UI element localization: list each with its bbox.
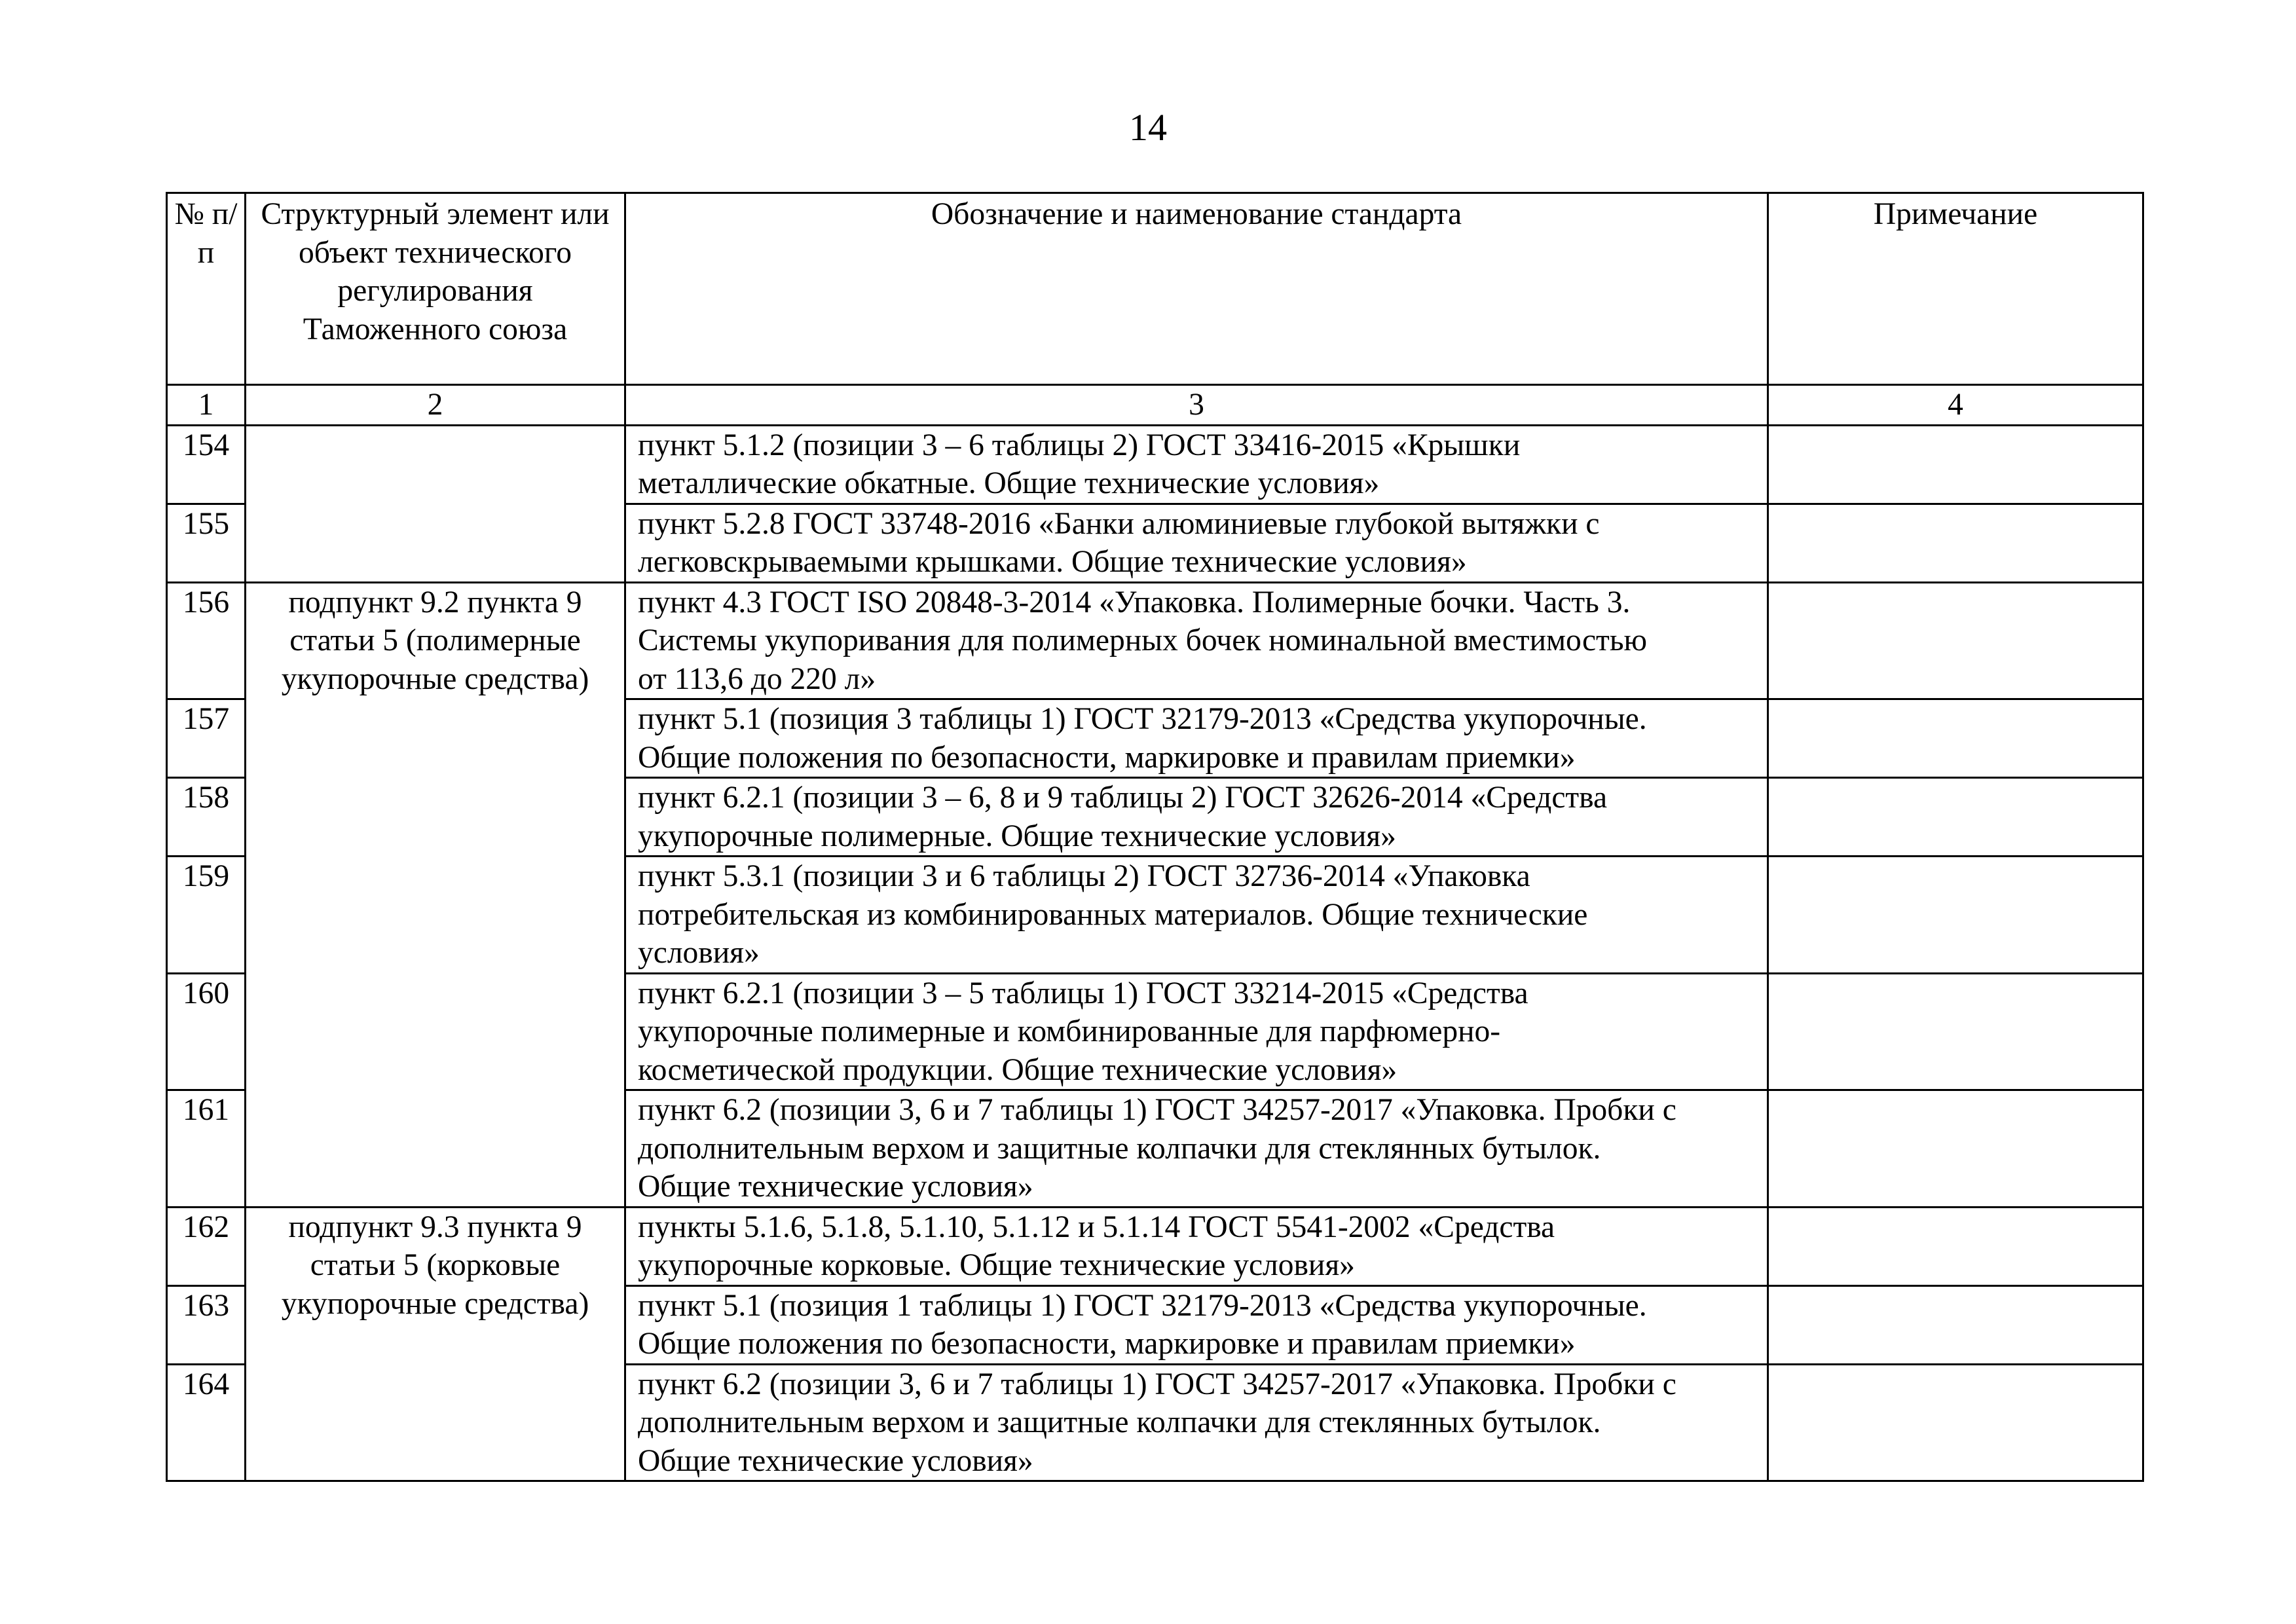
note-cell bbox=[1768, 504, 2143, 582]
standard-text-line: Общие технические условия» bbox=[638, 1170, 1033, 1204]
row-number: 156 bbox=[167, 582, 246, 699]
standard-text-line: металлические обкатные. Общие технические условия» bbox=[638, 466, 1380, 500]
standard-text-line: пункт 4.3 ГОСТ ISO 20848-3-2014 «Упаковка. Полимерные бочки. Часть 3. bbox=[638, 585, 1631, 619]
standard-text-line: пункт 5.3.1 (позиции 3 и 6 таблицы 2) ГОСТ 32736-2014 «Упаковка bbox=[638, 859, 1530, 893]
standard-designation bbox=[625, 973, 1768, 1090]
standard-text-line: укупорочные полимерные и комбинированные для парфюмерно- bbox=[638, 1014, 1501, 1048]
standard-designation bbox=[625, 699, 1768, 778]
standard-text-line: дополнительным верхом и защитные колпачки для стеклянных бутылок. bbox=[638, 1131, 1601, 1166]
note-cell bbox=[1768, 857, 2143, 974]
standard-text-line: укупорочные корковые. Общие технические условия» bbox=[638, 1248, 1355, 1282]
table-row bbox=[167, 425, 2143, 504]
column-number: 3 bbox=[625, 385, 1768, 426]
standard-text-line: пункты 5.1.6, 5.1.8, 5.1.10, 5.1.12 и 5.1.14 ГОСТ 5541-2002 «Средства bbox=[638, 1209, 1555, 1244]
standard-text-line: укупорочные полимерные. Общие технические условия» bbox=[638, 819, 1396, 853]
row-number: 161 bbox=[167, 1090, 246, 1208]
note-cell bbox=[1768, 582, 2143, 699]
standard-text-line: Общие технические условия» bbox=[638, 1443, 1033, 1478]
standard-text-line: Системы укупоривания для полимерных бочек номинальной вместимостью bbox=[638, 623, 1647, 657]
row-number: 163 bbox=[167, 1285, 246, 1364]
standard-text-line: Общие положения по безопасности, маркировке и правилам приемки» bbox=[638, 1327, 1576, 1361]
structural-element: подпункт 9.3 пункта 9 статьи 5 (корковые укупорочные средства) bbox=[246, 1207, 625, 1481]
standard-text-line: пункт 5.1.2 (позиции 3 – 6 таблицы 2) ГОСТ 33416-2015 «Крышки bbox=[638, 428, 1521, 462]
standard-text-line: пункт 6.2.1 (позиции 3 – 5 таблицы 1) ГОСТ 33214-2015 «Средства bbox=[638, 976, 1528, 1010]
header-struct: Структурный элемент или объект технического регулирования Таможенного союза bbox=[246, 193, 625, 385]
standard-designation bbox=[625, 504, 1768, 582]
row-number: 155 bbox=[167, 504, 246, 582]
column-number: 1 bbox=[167, 385, 246, 426]
note-cell bbox=[1768, 425, 2143, 504]
standard-text-line: легковскрываемыми крышками. Общие технические условия» bbox=[638, 545, 1467, 579]
standard-designation bbox=[625, 1207, 1768, 1285]
header-standard: Обозначение и наименование стандарта bbox=[625, 193, 1768, 385]
standards-table bbox=[166, 192, 2144, 1482]
standard-designation bbox=[625, 1285, 1768, 1364]
column-number-row bbox=[167, 385, 2143, 426]
standard-text-line: пункт 6.2 (позиции 3, 6 и 7 таблицы 1) ГОСТ 34257-2017 «Упаковка. Пробки с bbox=[638, 1367, 1676, 1401]
standard-text-line: пункт 5.1 (позиция 1 таблицы 1) ГОСТ 32179-2013 «Средства укупорочные. bbox=[638, 1288, 1647, 1323]
note-cell bbox=[1768, 778, 2143, 857]
standard-text-line: пункт 6.2.1 (позиции 3 – 6, 8 и 9 таблицы 2) ГОСТ 32626-2014 «Средства bbox=[638, 781, 1608, 815]
note-cell bbox=[1768, 973, 2143, 1090]
page-number: 14 bbox=[1129, 106, 1167, 149]
standard-text-line: потребительская из комбинированных материалов. Общие технические bbox=[638, 897, 1588, 932]
standard-designation bbox=[625, 1090, 1768, 1208]
standard-text-line: от 113,6 до 220 л» bbox=[638, 661, 876, 696]
row-number: 157 bbox=[167, 699, 246, 778]
standard-designation bbox=[625, 778, 1768, 857]
standard-text-line: дополнительным верхом и защитные колпачки для стеклянных бутылок. bbox=[638, 1405, 1601, 1439]
header-row bbox=[167, 193, 2143, 385]
column-number: 2 bbox=[246, 385, 625, 426]
note-cell bbox=[1768, 1207, 2143, 1285]
header-note: Примечание bbox=[1768, 193, 2143, 385]
note-cell bbox=[1768, 1090, 2143, 1208]
standard-designation bbox=[625, 1364, 1768, 1481]
row-number: 158 bbox=[167, 778, 246, 857]
note-cell bbox=[1768, 1285, 2143, 1364]
row-number: 162 bbox=[167, 1207, 246, 1285]
standard-text-line: пункт 5.1 (позиция 3 таблицы 1) ГОСТ 32179-2013 «Средства укупорочные. bbox=[638, 702, 1647, 736]
standard-text-line: Общие положения по безопасности, маркировке и правилам приемки» bbox=[638, 740, 1576, 775]
table-row bbox=[167, 582, 2143, 699]
column-number: 4 bbox=[1768, 385, 2143, 426]
structural-element bbox=[246, 425, 625, 582]
standard-text-line: условия» bbox=[638, 936, 760, 970]
row-number: 164 bbox=[167, 1364, 246, 1481]
standard-designation bbox=[625, 857, 1768, 974]
standard-designation bbox=[625, 582, 1768, 699]
standard-text-line: косметической продукции. Общие технические условия» bbox=[638, 1052, 1398, 1087]
note-cell bbox=[1768, 1364, 2143, 1481]
standard-designation bbox=[625, 425, 1768, 504]
row-number: 154 bbox=[167, 425, 246, 504]
standard-text-line: пункт 6.2 (позиции 3, 6 и 7 таблицы 1) ГОСТ 34257-2017 «Упаковка. Пробки с bbox=[638, 1093, 1676, 1127]
table-row bbox=[167, 1207, 2143, 1285]
structural-element: подпункт 9.2 пункта 9 статьи 5 (полимерные укупорочные средства) bbox=[246, 582, 625, 1207]
table-body bbox=[167, 425, 2143, 1481]
header-num: № п/п bbox=[167, 193, 246, 385]
row-number: 159 bbox=[167, 857, 246, 974]
standard-text-line: пункт 5.2.8 ГОСТ 33748-2016 «Банки алюминиевые глубокой вытяжки с bbox=[638, 506, 1600, 541]
note-cell bbox=[1768, 699, 2143, 778]
row-number: 160 bbox=[167, 973, 246, 1090]
